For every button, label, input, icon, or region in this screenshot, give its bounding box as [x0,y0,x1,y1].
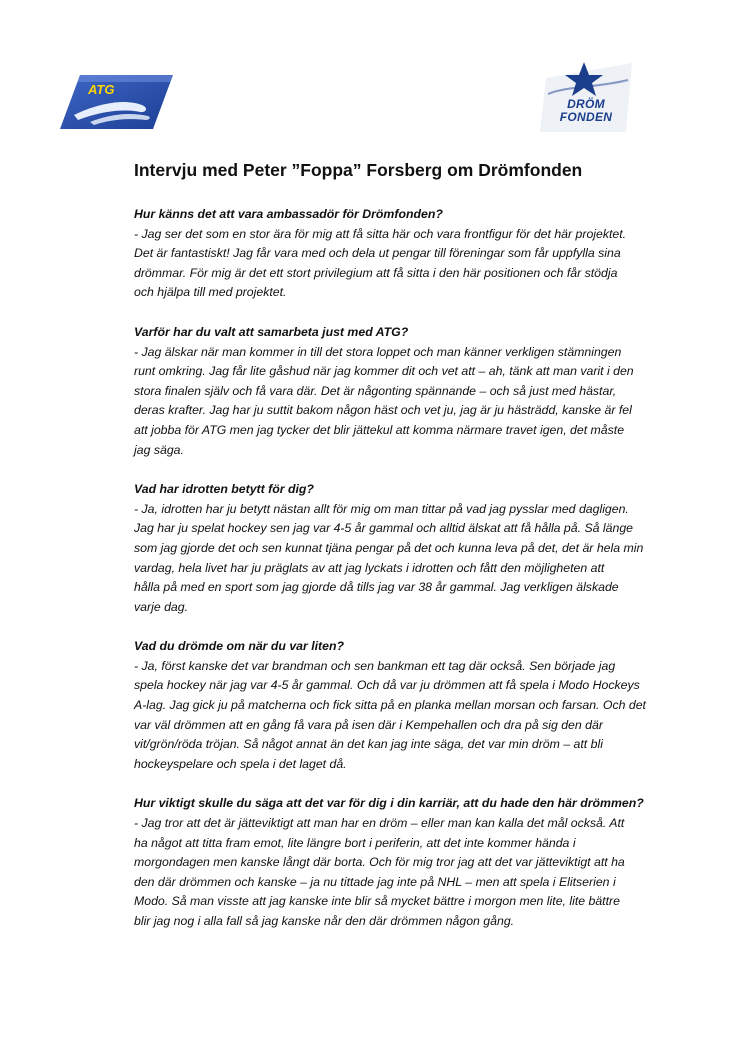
answer-line: stora finalen själv och få vara där. Det är någonting spännande – och så just med hästar, [134,383,617,398]
qa-section [134,480,654,617]
atg-logo-icon [60,74,174,130]
answer-line: vit/grön/röda tröjan. Så något annat än det kan jag inte säga, det var min dröm – att bli [134,737,603,752]
interview-body [134,205,654,952]
answer-line: var väl drömmen att en gång få vara på isen där i Kempehallen och dra på sig den där [134,717,603,732]
answer-line: hockeyspelare och spela i det laget då. [134,756,347,771]
answer-line: A-lag. Jag gick ju på matcherna och fick sitta på en planka mellan morsan och farsan. Och det [134,698,646,713]
answer-line: jag säga. [134,442,184,457]
question: Varför har du valt att samarbeta just med ATG? [134,324,409,339]
answer-line: och hjälpa till med projektet. [134,285,287,300]
question: Hur känns det att vara ambassadör för Drömfonden? [134,207,443,221]
answer-line: - Ja, först kanske det var brandman och sen bankman ett tag där också. Sen började jag [134,658,616,673]
answer-line: - Jag tror att det är jätteviktigt att man har en dröm – eller man kan kalla det mål också. Att [134,816,625,831]
answer-line: runt omkring. Jag får lite gåshud när jag kommer dit och vet att – ah, tänk att man varit i den [134,364,634,379]
page-title: Intervju med Peter ”Foppa” Forsberg om Drömfonden [134,160,583,180]
answer-line: - Ja, idrotten har ju betytt nästan allt för mig om man tittar på vad jag pysslar med dagligen. [134,501,629,516]
qa-section [134,637,654,774]
qa-section [134,323,654,460]
dromfonden-logo-line2: FONDEN [559,110,613,124]
question: Vad du drömde om när du var liten? [134,639,344,654]
atg-logo [60,74,174,130]
qa-section [134,794,654,931]
answer-line: spela hockey när jag var 4-5 år gammal. Och då var ju drömmen att få spela i Modo Hockeys [134,678,640,693]
answer-line: Modo. Så man visste att jag kanske inte blir så mycket bättre i morgon men lite, lite bättre [134,894,620,909]
dromfonden-logo-line1: DRÖM [567,97,605,111]
answer-line: att jobba för ATG men jag tycker det blir jättekul att komma närmare travet igen, det måste [134,422,625,437]
question: Hur viktigt skulle du säga att det var för dig i din karriär, att du hade den här drömmen? [134,796,644,811]
answer-line: ha något att titta fram emot, lite längre bort i periferin, att det inte kommer hända i [134,835,576,850]
answer-line: drömmar. För mig är det ett stort privilegium att få sitta i den här positionen och får stödja [134,265,618,280]
answer-line: hålla på med en sport som jag gjorde då tills jag var 38 år gammal. Jag verkligen älskade [134,580,619,595]
answer-line: varje dag. [134,599,189,614]
answer-line: Jag har ju spelat hockey sen jag var 4-5 år gammal och alltid älskat att få hålla på. Så länge [134,521,633,536]
atg-logo-text: ATG [88,82,115,97]
dromfonden-logo [536,58,636,134]
answer-line: - Jag ser det som en stor ära för mig att få sitta här och vara frontfigur för det här projektet. [134,226,627,241]
answer-line: morgondagen men kanske långt där borta. Och för mig tror jag att det var jätteviktigt att ha [134,855,625,870]
answer-line: Det är fantastiskt! Jag får vara med och dela ut pengar till föreningar som får uppfylla sina [134,246,621,261]
question: Vad har idrotten betytt för dig? [134,482,314,497]
answer-line: vardag, hela livet har ju präglats av att jag lyckats i idrotten och fått den möjligheten att [134,560,605,575]
answer-line: den där drömmen och kanske – ja nu tittade jag inte på NHL – men att spela i Elitserien i [134,874,616,889]
qa-section [134,205,654,303]
answer-line: deras krafter. Jag har ju suttit bakom någon häst och vet ju, jag är ju hästrädd, kanske är fel [134,403,632,418]
answer-line: som jag gjorde det och sen kunnat tjäna pengar på det och kunna leva på det, det är hela min [134,540,644,555]
answer-line: - Jag älskar när man kommer in till det stora loppet och man känner verkligen stämningen [134,344,622,359]
answer-line: blir jag nog i alla fall så jag kanske når den där drömmen någon gång. [134,914,515,928]
